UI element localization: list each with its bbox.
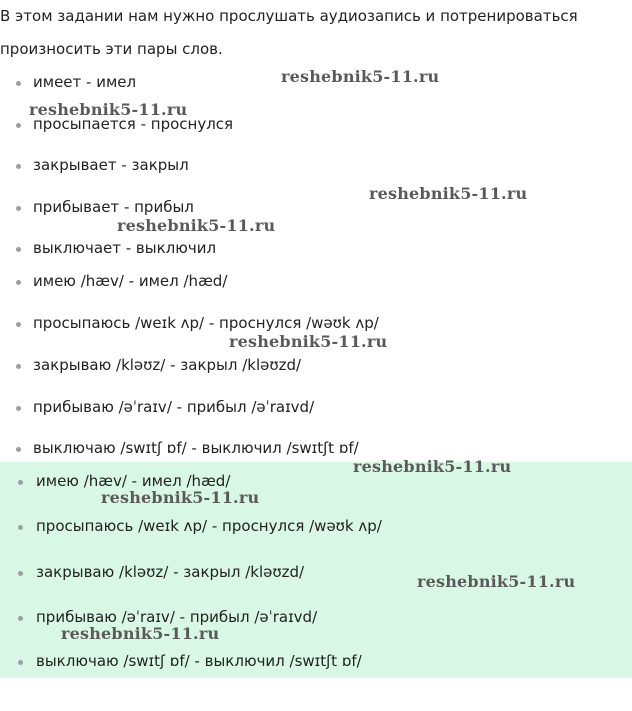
highlighted-section: имею /hæv/ - имел /hæd/ просыпаюсь /weɪk ʌp/ - проснулся /wəʊk ʌp/ закрываю /kləʊz/ - закрыл /kləʊzd/ прибываю /əˈraɪv/ - прибыл /əˈraɪvd/ выключаю /swɪtʃ ɒf/ - выключил /swɪtʃt ɒf/: [0, 462, 632, 678]
watermark: reshebnik5-11.ru: [29, 100, 188, 119]
bullet-icon: [16, 447, 21, 452]
watermark: reshebnik5-11.ru: [369, 184, 528, 203]
bullet-icon: [18, 525, 23, 530]
bullet-icon: [16, 123, 21, 128]
bullet-icon: [18, 660, 23, 665]
bullet-icon: [16, 164, 21, 169]
watermark: reshebnik5-11.ru: [353, 457, 512, 476]
bullet-icon: [16, 81, 21, 86]
watermark: reshebnik5-11.ru: [101, 488, 260, 507]
bullet-icon: [18, 616, 23, 621]
bullet-icon: [16, 206, 21, 211]
bullet-icon: [18, 571, 23, 576]
watermark: reshebnik5-11.ru: [229, 332, 388, 351]
bullet-icon: [16, 247, 21, 252]
watermark: reshebnik5-11.ru: [61, 624, 220, 643]
bullet-icon: [16, 322, 21, 327]
watermark: reshebnik5-11.ru: [117, 216, 276, 235]
bullet-icon: [16, 364, 21, 369]
watermark: reshebnik5-11.ru: [417, 572, 576, 591]
intro-line-1: В этом задании нам нужно прослушать аудиозапись и потренироваться: [0, 7, 578, 25]
bullet-icon: [16, 406, 21, 411]
intro-paragraph: [0, 0, 620, 66]
intro-line-2: произносить эти пары слов.: [0, 40, 223, 58]
bullet-icon: [18, 480, 23, 485]
watermark: reshebnik5-11.ru: [281, 67, 440, 86]
bullet-icon: [16, 280, 21, 285]
